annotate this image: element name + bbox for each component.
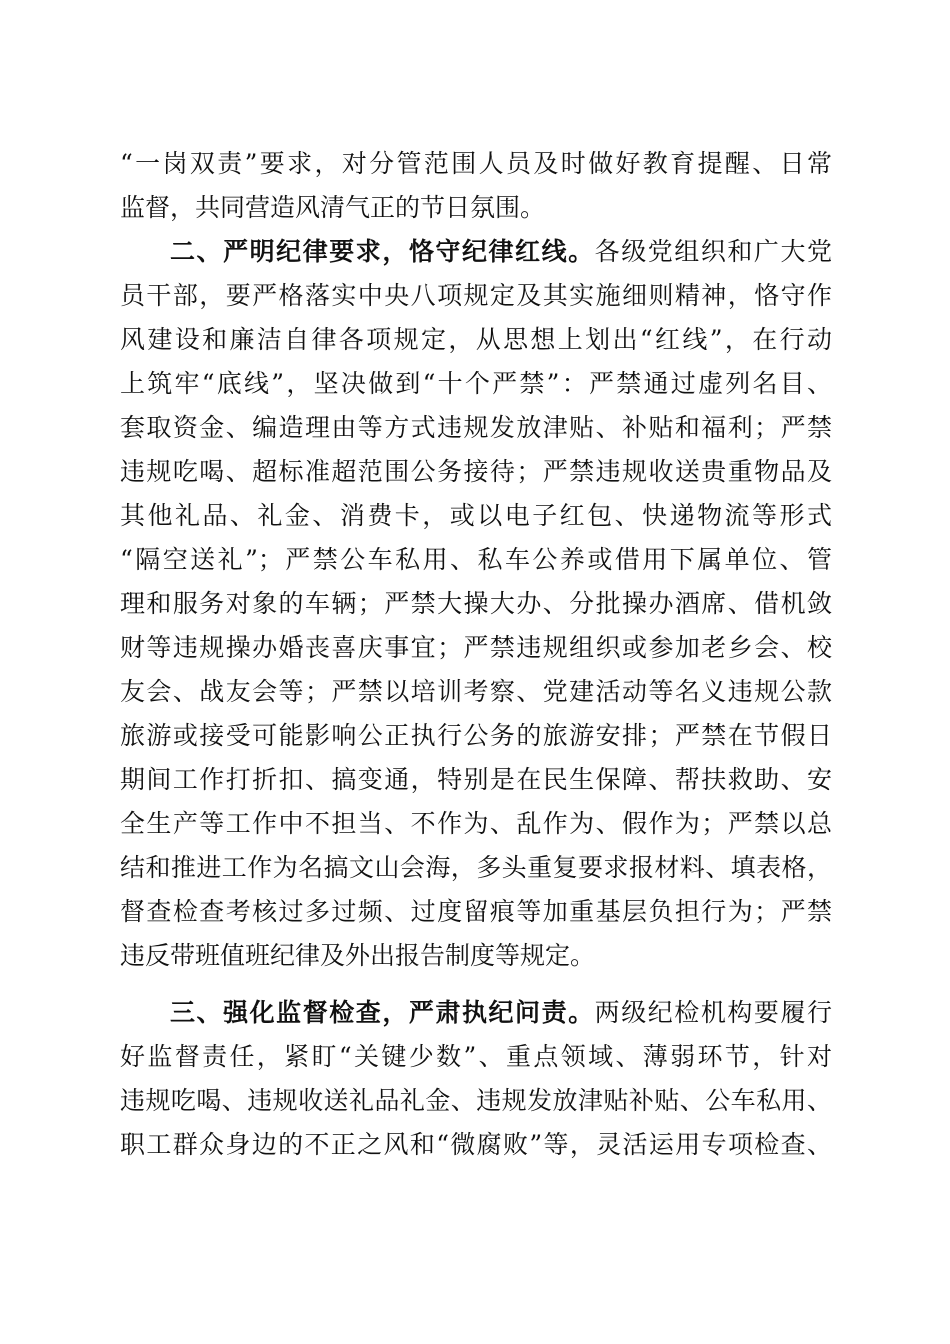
text-line: 风建设和廉洁自律各项规定，从思想上划出“红线”，在行动 <box>120 325 832 354</box>
text-line: 理和服务对象的车辆；严禁大操大办、分批操办酒席、借机敛 <box>120 589 832 618</box>
text-line: 违反带班值班纪律及外出报告制度等规定。 <box>120 941 596 970</box>
text-line: 违规吃喝、超标准超范围公务接待；严禁违规收送贵重物品及 <box>120 457 832 486</box>
text-line: 其他礼品、礼金、消费卡，或以电子红包、快递物流等形式 <box>120 501 832 530</box>
text-line: 财等违规操办婚丧喜庆事宜；严禁违规组织或参加老乡会、校 <box>120 633 832 662</box>
section-heading-2: 二、严明纪律要求，恪守纪律红线。 <box>170 237 595 266</box>
text-line: 期间工作打折扣、搞变通，特别是在民生保障、帮扶救助、安 <box>120 765 832 794</box>
text-line: 旅游或接受可能影响公正执行公务的旅游安排；严禁在节假日 <box>120 721 832 750</box>
text-line: 全生产等工作中不担当、不作为、乱作为、假作为；严禁以总 <box>120 809 832 838</box>
text-line: “隔空送礼”；严禁公车私用、私车公养或借用下属单位、管 <box>120 545 832 574</box>
paragraph-3-first-line <box>170 993 832 1033</box>
text-run: 两级纪检机构要履行 <box>594 998 832 1027</box>
text-line: 套取资金、编造理由等方式违规发放津贴、补贴和福利；严禁 <box>120 413 832 442</box>
text-line: 职工群众身边的不正之风和“微腐败”等，灵活运用专项检查、 <box>120 1130 832 1159</box>
text-line: 结和推进工作为名搞文山会海，多头重复要求报材料、填表格， <box>120 853 832 882</box>
text-line: “一岗双责”要求，对分管范围人员及时做好教育提醒、日常 <box>120 149 832 178</box>
text-line: 友会、战友会等；严禁以培训考察、党建活动等名义违规公款 <box>120 677 832 706</box>
text-line: 违规吃喝、违规收送礼品礼金、违规发放津贴补贴、公车私用、 <box>120 1086 832 1115</box>
text-line: 员干部，要严格落实中央八项规定及其实施细则精神，恪守作 <box>120 281 832 310</box>
text-line: 监督，共同营造风清气正的节日氛围。 <box>120 193 546 222</box>
paragraph-2-first-line <box>170 232 832 272</box>
section-heading-3: 三、强化监督检查，严肃执纪问责。 <box>170 998 595 1027</box>
text-line: 督查检查考核过多过频、过度留痕等加重基层负担行为；严禁 <box>120 897 832 926</box>
text-run: 各级党组织和广大党 <box>594 237 832 266</box>
text-line: 好监督责任，紧盯“关键少数”、重点领域、薄弱环节，针对 <box>120 1042 832 1071</box>
text-line: 上筑牢“底线”，坚决做到“十个严禁”：严禁通过虚列名目、 <box>120 369 832 398</box>
